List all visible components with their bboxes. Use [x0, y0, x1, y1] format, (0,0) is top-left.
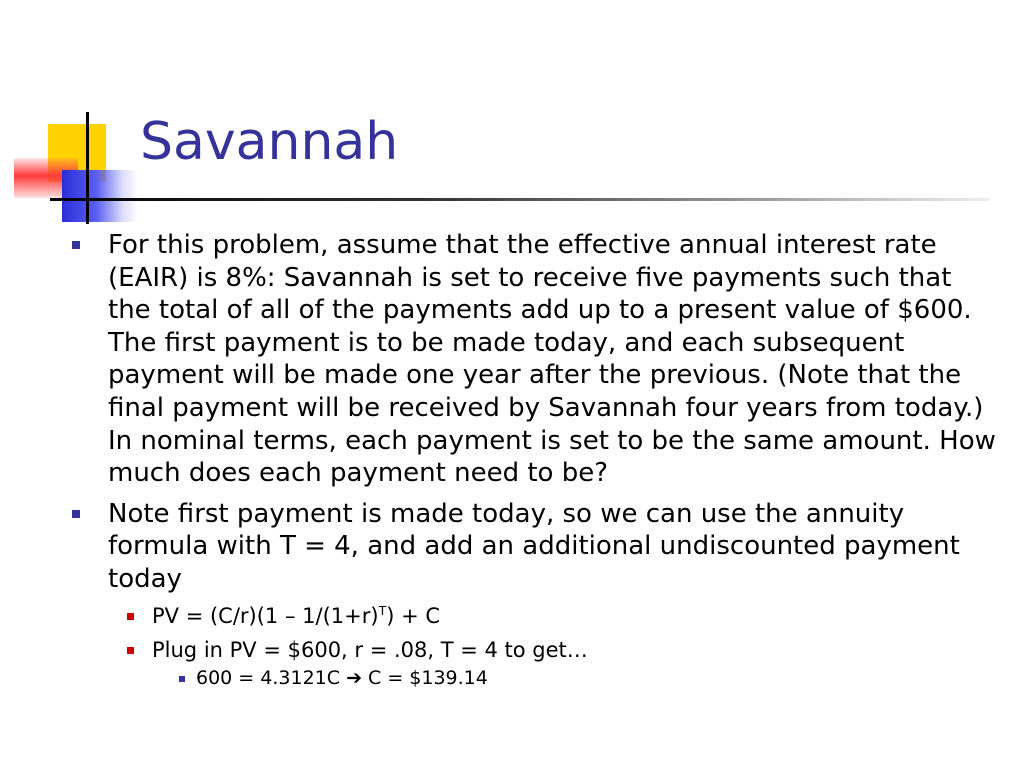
slide-body — [72, 229, 1002, 698]
sub-bullet-plug-in — [116, 636, 1002, 690]
bullet-approach — [72, 498, 1002, 690]
decorative-vertical-line — [86, 112, 89, 224]
right-arrow-icon: ➔ — [346, 666, 362, 689]
result-text-after: C = $139.14 — [361, 666, 488, 689]
bullet-list — [72, 229, 1002, 690]
square-bullet-icon — [72, 241, 80, 249]
sub-sub-bullet-result — [160, 666, 1002, 690]
formula-superscript: T — [378, 602, 387, 618]
sub-bullet-list — [116, 602, 1002, 690]
bullet-text: For this problem, assume that the effective annual interest rate (EAIR) is 8%: Savannah is set to receive five payments such that the total of all of the payments add up to a present value of $600. The first payment is to be made today, and each subsequent payment will be made one year after the previous. (Note that the final payment will be received by Savannah four years from today.) In nominal terms, each payment is set to be the same amount. How much does each payment need to be? — [108, 230, 996, 489]
square-bullet-icon — [127, 613, 134, 620]
formula-text-before: PV = (C/r)(1 – 1/(1+r) — [152, 603, 379, 628]
slide-title: Savannah — [140, 112, 399, 172]
sub-bullet-formula — [116, 602, 1002, 630]
result-text-before: 600 = 4.3121C — [196, 666, 347, 689]
square-bullet-icon — [127, 647, 134, 654]
title-underline — [50, 198, 990, 201]
sub-bullet-text: Plug in PV = $600, r = .08, T = 4 to get… — [152, 637, 588, 662]
bullet-problem-statement — [72, 229, 1002, 490]
formula-text-after: ) + C — [386, 603, 441, 628]
square-bullet-icon — [72, 510, 80, 518]
decorative-blue-block — [62, 170, 138, 222]
square-bullet-icon — [179, 676, 185, 682]
sub-sub-bullet-list — [160, 666, 1002, 690]
bullet-text: Note first payment is made today, so we can use the annuity formula with T = 4, and add an additional undiscounted payment today — [108, 498, 960, 594]
